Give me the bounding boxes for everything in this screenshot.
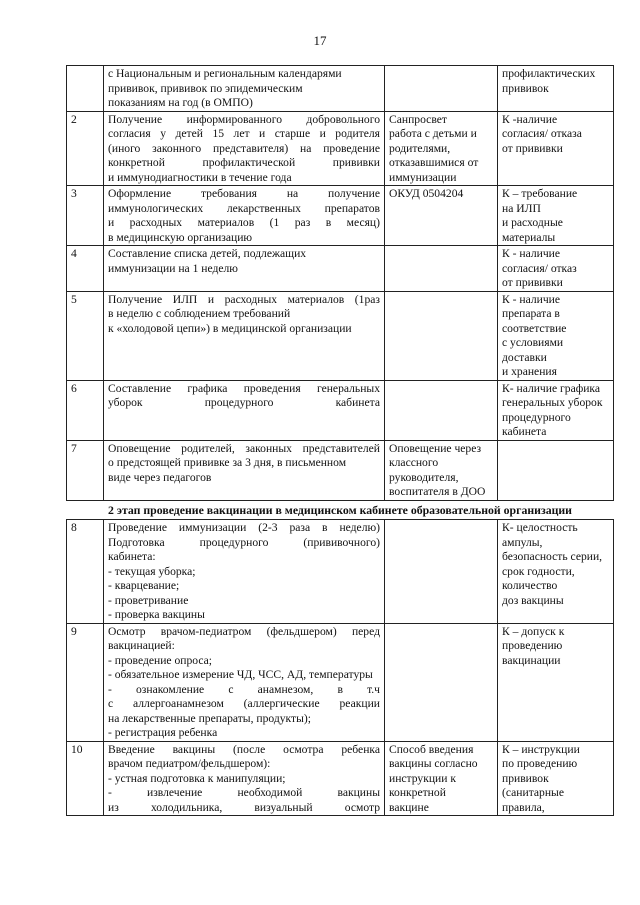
cell-line: Введение вакцины (после осмотра ребенка [108,742,380,756]
table-row [67,111,614,186]
cell-line: вакцине [389,800,429,814]
cell-line: воспитателя в ДОО [389,485,486,498]
cell-line: ОКУД 0504204 [389,187,464,200]
cell-line: руководителя, [389,470,459,484]
cell-line: иммунологических лекарственных препаратов [108,201,380,215]
page-number: 17 [313,33,327,48]
cell-line: Получение ИЛП и расходных материалов (1раз [108,292,380,306]
activity-cell [104,291,385,380]
control-cell [498,440,614,500]
cell-line: от прививки [502,141,563,155]
cell-line: доз вакцины [502,593,564,607]
control-cell [498,186,614,246]
cell-line: и хранения [502,365,557,378]
cell-line: работа с детьми и [389,127,477,140]
cell-line: прививок [502,81,549,95]
cell-line: кабинета: [108,550,156,563]
cell-line: соответствие [502,321,567,335]
cell-line: Подготовка процедурного (прививочного) [108,535,380,549]
cell-line: Составление списка детей, подлежащих [108,247,307,260]
control-cell [498,246,614,292]
method-cell [385,66,498,112]
stage-heading: 2 этап проведение вакцинации в медицинском кабинете образовательной организации [67,500,614,520]
cell-line: вакцинацией: [108,639,175,652]
row-number: 4 [67,246,104,292]
cell-line: - кварцевание; [108,579,180,592]
cell-line: - устная подготовка к манипуляции; [108,771,286,785]
table-row [67,741,614,816]
activity-cell [104,741,385,816]
cell-line: процедурного [502,410,571,424]
row-number: 6 [67,380,104,440]
row-number [67,66,104,112]
cell-line: (санитарные [502,786,564,799]
cell-line: отказавшимися от [389,156,479,169]
cell-line: профилактических [502,67,596,80]
cell-line: - обязательное измерение ЧД, ЧСС, АД, температуры [108,668,373,681]
cell-line: на ИЛП [502,201,541,215]
cell-line: на лекарственные препараты, продукты); [108,711,311,725]
table-row [67,440,614,500]
cell-line: классного [389,456,439,469]
control-cell [498,291,614,380]
control-cell [498,66,614,112]
cell-line: К- целостность [502,521,578,534]
cell-line: инструкции к [389,771,456,785]
cell-line: К - наличие [502,247,561,260]
cell-line: по проведению [502,757,578,770]
cell-line: виде через педагогов [108,470,212,484]
vaccination-plan-table [66,65,614,816]
cell-line: и расходных материалов (1 раз в месяц) [108,216,380,229]
control-cell [498,380,614,440]
cell-line: иммунизации на 1 неделю [108,261,238,275]
activity-cell [104,440,385,500]
cell-line: с аллергоанамнезом (аллергические реакции [108,697,380,710]
table-row [67,520,614,624]
cell-line: конкретной [389,786,446,799]
table-row [67,246,614,292]
cell-line: родителями, [389,141,451,155]
cell-line: прививок [502,771,549,785]
cell-line: - извлечение необходимой вакцины [108,786,380,799]
cell-line: К- наличие графика [502,381,601,395]
cell-line: Составление графика проведения генеральных [108,381,380,395]
cell-line: - проветривание [108,593,189,607]
cell-line: врачом педиатром/фельдшером): [108,757,271,770]
cell-line: о предстоящей прививке за 3 дня, в письменном [108,456,347,469]
method-cell [385,623,498,741]
cell-line: согласия/ отказа [502,127,582,140]
cell-line: вакцинации [502,653,561,667]
cell-line: - текущая уборка; [108,564,196,578]
cell-line: Получение информированного добровольного [108,112,380,126]
table-row [67,186,614,246]
cell-line: вакцины согласно [389,757,478,770]
cell-line: проведению [502,639,563,652]
cell-line: - регистрация ребенка [108,726,218,739]
cell-line: ампулы, [502,535,543,549]
table-row [67,291,614,380]
method-cell [385,520,498,624]
cell-line: из холодильника, визуальный осмотр [108,800,380,814]
activity-cell [104,623,385,741]
row-number: 5 [67,291,104,380]
row-number: 2 [67,111,104,186]
method-cell [385,291,498,380]
table-row [67,623,614,741]
row-number: 10 [67,741,104,816]
table-row [67,66,614,112]
cell-line: с условиями [502,336,564,349]
control-cell [498,111,614,186]
cell-line: показаниям на год (в ОМПО) [108,96,253,109]
cell-line: прививок, прививок по эпидемическим [108,81,303,95]
activity-cell [104,520,385,624]
method-cell [385,111,498,186]
cell-line: и иммунодиагностики в течение года [108,170,292,184]
method-cell [385,186,498,246]
cell-line: кабинета [502,425,547,438]
cell-line: срок годности, [502,564,575,578]
cell-line: конкретной профилактической прививки [108,156,380,169]
method-cell [385,380,498,440]
control-cell [498,623,614,741]
cell-line: (иного законного представителя) на проведение [108,141,380,155]
control-cell [498,520,614,624]
cell-line: - проведение опроса; [108,653,212,667]
cell-line: генеральных уборок [502,396,603,409]
cell-line: Проведение иммунизации (2-3 раза в неделю) [108,521,380,534]
activity-cell [104,246,385,292]
method-cell [385,440,498,500]
cell-line: доставки [502,350,547,364]
row-number: 9 [67,623,104,741]
row-number: 7 [67,440,104,500]
table-row [67,380,614,440]
cell-line: Оповещение через [389,441,482,455]
cell-line: Оповещение родителей, законных представителей [108,441,380,455]
cell-line: Оформление требования на получение [108,187,380,200]
cell-line: согласия/ отказ [502,261,577,275]
cell-line: от прививки [502,276,563,289]
cell-line: и расходные [502,216,563,229]
method-cell [385,246,498,292]
activity-cell [104,66,385,112]
cell-line: Санпросвет [389,112,447,126]
method-cell [385,741,498,816]
cell-line: уборок процедурного кабинета [108,396,380,409]
cell-line: к «холодовой цепи») в медицинской организации [108,321,352,335]
row-number: 8 [67,520,104,624]
cell-line: с Национальным и региональным календарями [108,67,342,80]
cell-line: Способ введения [389,742,474,756]
cell-line: правила, [502,800,545,814]
activity-cell [104,111,385,186]
control-cell [498,741,614,816]
cell-line: иммунизации [389,170,457,184]
cell-line: К – инструкции [502,742,580,756]
cell-line: материалы [502,230,556,244]
activity-cell [104,186,385,246]
stage-heading-row [67,500,614,520]
cell-line: - проверка вакцины [108,608,205,621]
cell-line: количество [502,579,558,592]
cell-line: безопасность серии, [502,550,603,563]
cell-line: К – требование [502,187,578,200]
cell-line: К – допуск к [502,624,565,638]
cell-line: Осмотр врачом-педиатром (фельдшером) перед [108,624,380,638]
cell-line: препарата в [502,307,560,320]
activity-cell [104,380,385,440]
cell-line: - ознакомление с анамнезом, в т.ч [108,682,380,696]
cell-line: К - наличие [502,292,561,306]
cell-line: согласия у детей 15 лет и старше и родителя [108,127,380,140]
cell-line: в неделю с соблюдением требований [108,307,291,320]
cell-line: К -наличие [502,112,558,126]
row-number: 3 [67,186,104,246]
cell-line: в медицинскую организацию [108,230,253,244]
